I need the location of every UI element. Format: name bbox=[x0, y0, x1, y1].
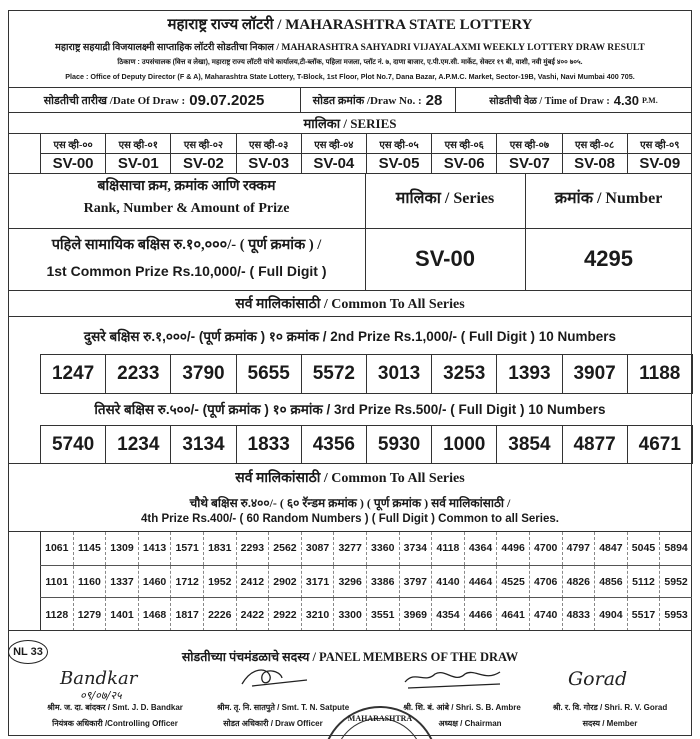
prize-number-cell: 4671 bbox=[627, 426, 692, 464]
fourth-prize-number: 5952 bbox=[659, 566, 692, 599]
draw-time-suffix: P.M. bbox=[642, 95, 658, 105]
signature-bandkar: Bandkar bbox=[60, 668, 138, 689]
fourth-prize-number: 1101 bbox=[40, 566, 73, 599]
fourth-prize-number: 4740 bbox=[529, 598, 562, 631]
page-title: महाराष्ट्र राज्य लॉटरी / MAHARASHTRA STATE LOTTERY bbox=[167, 17, 533, 33]
fourth-prize-number: 4466 bbox=[464, 598, 497, 631]
fourth-prize-number: 1712 bbox=[170, 566, 203, 599]
fourth-prize-number: 1817 bbox=[170, 598, 203, 631]
divider bbox=[8, 463, 692, 464]
fourth-prize-number: 3386 bbox=[366, 566, 399, 599]
fourth-prize-number: 4700 bbox=[529, 532, 562, 565]
draw-time-value: 4.30 bbox=[613, 92, 640, 108]
series-label-marathi: एस व्ही-०७ bbox=[496, 134, 561, 153]
draw-date-value: 09.07.2025 bbox=[189, 91, 265, 109]
fourth-prize-number: 5045 bbox=[627, 532, 660, 565]
fourth-prize-number: 4641 bbox=[496, 598, 529, 631]
page-subtitle: महाराष्ट्र सहयाद्री विजयालक्ष्मी साप्ताहिक लॉटरी सोडतीचा निकाल / MAHARASHTRA SAHYADRI VIJAYALAXMI WEEKLY LOTTERY DRAW RESULT bbox=[55, 42, 645, 53]
fourth-prize-number: 4826 bbox=[562, 566, 595, 599]
fourth-prize-number: 4833 bbox=[562, 598, 595, 631]
fourth-prize-number: 2293 bbox=[236, 532, 269, 565]
fourth-prize-number: 4797 bbox=[562, 532, 595, 565]
draw-number-value: 28 bbox=[425, 91, 443, 109]
prize-number-cell: 3907 bbox=[562, 355, 627, 393]
series-label-marathi: एस व्ही-०० bbox=[40, 134, 105, 153]
fourth-prize-number: 3969 bbox=[399, 598, 432, 631]
fourth-prize-number: 3296 bbox=[333, 566, 366, 599]
fourth-prize-number: 1061 bbox=[40, 532, 73, 565]
fourth-prize-number: 4847 bbox=[594, 532, 627, 565]
prize-number-cell: 5655 bbox=[236, 355, 301, 393]
series-label-marathi: एस व्ही-०३ bbox=[236, 134, 301, 153]
fourth-prize-number: 2422 bbox=[236, 598, 269, 631]
third-prize-title: तिसरे बक्षिस रु.५००/- (पूर्ण क्रमांक ) १० क्रमांक / 3rd Prize Rs.500/- ( Full Digit ) 10 Numbers bbox=[94, 402, 606, 417]
fourth-prize-number: 3300 bbox=[333, 598, 366, 631]
fourth-prize-number: 4706 bbox=[529, 566, 562, 599]
prize-number-cell: 3134 bbox=[170, 426, 235, 464]
rank-header-marathi: बक्षिसाचा क्रम, क्रमांक आणि रक्कम bbox=[97, 179, 276, 194]
fourth-prize-number: 1571 bbox=[170, 532, 203, 565]
fourth-prize-number: 3171 bbox=[301, 566, 334, 599]
fourth-prize-number: 1831 bbox=[203, 532, 236, 565]
fourth-prize-number: 5953 bbox=[659, 598, 692, 631]
address-english: Place : Office of Deputy Director (F & A), Maharashtra State Lottery, T-Block, 1st Floor, Plot No.7, Dana Bazar, A.P.M.C. Market, Sector-19B, Vashi, Navi Mumbai 400 705. bbox=[65, 72, 635, 81]
first-prize-english: 1st Common Prize Rs.10,000/- ( Full Digit ) bbox=[46, 263, 327, 279]
fourth-prize-number: 4464 bbox=[464, 566, 497, 599]
divider bbox=[8, 173, 692, 174]
divider bbox=[8, 290, 692, 291]
series-code: SV-05 bbox=[366, 154, 431, 173]
fourth-prize-number: 1128 bbox=[40, 598, 73, 631]
address-marathi: ठिकाण : उपसंचालक (वित्त व लेखा), महाराष्ट्र राज्य लॉटरी यांचे कार्यालय,टी-ब्लॉक, पहिला मजला, प्लॉट नं. ७, दाणा बाजार, ए.पी.एम.सी. मार्केट, सेक्टर १९ बी, वाशी, नवी मुंबई ४०० ७०५. bbox=[117, 59, 583, 66]
series-code: SV-07 bbox=[496, 154, 561, 173]
fourth-prize-number: 1337 bbox=[105, 566, 138, 599]
stamp-text: MAHARASHTRA bbox=[347, 714, 413, 723]
member-role-4: सदस्य / Member bbox=[582, 719, 638, 728]
draw-date bbox=[8, 88, 300, 112]
fourth-prize-number: 1279 bbox=[73, 598, 106, 631]
panel-heading: सोडतीच्या पंचमंडळाचे सदस्य / PANEL MEMBERS OF THE DRAW bbox=[181, 650, 519, 664]
fourth-prize-number: 4525 bbox=[496, 566, 529, 599]
divider bbox=[8, 316, 692, 317]
fourth-prize-row bbox=[40, 597, 692, 631]
fourth-prize-grid bbox=[40, 532, 692, 630]
rank-header-english: Rank, Number & Amount of Prize bbox=[83, 201, 290, 216]
member-name-4: श्री. र. वि. गोरड / Shri. R. V. Gorad bbox=[552, 703, 668, 712]
fourth-common-heading: सर्व मालिकांसाठी / Common To All Series bbox=[235, 471, 465, 486]
signature-satpute bbox=[232, 662, 312, 692]
fourth-prize-number: 5894 bbox=[659, 532, 692, 565]
member-role-2: सोडत अधिकारी / Draw Officer bbox=[223, 719, 323, 728]
member-name-2: श्रीम. तृ. नि. सातपुते / Smt. T. N. Satpute bbox=[216, 703, 350, 712]
fourth-prize-number: 2562 bbox=[268, 532, 301, 565]
fourth-prize-number: 3551 bbox=[366, 598, 399, 631]
prize-number-cell: 5572 bbox=[301, 355, 366, 393]
series-code: SV-06 bbox=[431, 154, 496, 173]
prize-number-cell: 5740 bbox=[40, 426, 105, 464]
divider bbox=[8, 228, 692, 229]
fourth-prize-number: 1952 bbox=[203, 566, 236, 599]
fourth-prize-number: 2226 bbox=[203, 598, 236, 631]
fourth-prize-number: 2902 bbox=[268, 566, 301, 599]
prize-number-cell: 4356 bbox=[301, 426, 366, 464]
first-prize-series: SV-00 bbox=[415, 246, 475, 271]
prize-number-cell: 1393 bbox=[496, 355, 561, 393]
fourth-prize-number: 5112 bbox=[627, 566, 660, 599]
prize-number-cell: 2233 bbox=[105, 355, 170, 393]
fourth-prize-number: 4364 bbox=[464, 532, 497, 565]
fourth-prize-number: 1160 bbox=[73, 566, 106, 599]
fourth-prize-number: 1401 bbox=[105, 598, 138, 631]
fourth-prize-number: 4354 bbox=[431, 598, 464, 631]
series-label-marathi: एस व्ही-०४ bbox=[301, 134, 366, 153]
member-role-3: अध्यक्ष / Chairman bbox=[438, 719, 502, 728]
fourth-prize-number: 3734 bbox=[399, 532, 432, 565]
draw-number bbox=[300, 88, 455, 112]
fourth-prize-number: 3277 bbox=[333, 532, 366, 565]
nl-badge: NL 33 bbox=[8, 640, 48, 664]
prize-number-cell: 1833 bbox=[236, 426, 301, 464]
draw-date-label: सोडतीची तारीख /Date Of Draw : bbox=[43, 94, 186, 107]
fourth-prize-row bbox=[40, 532, 692, 565]
fourth-prize-number: 4140 bbox=[431, 566, 464, 599]
draw-number-label: सोडत क्रमांक /Draw No. : bbox=[312, 94, 422, 107]
fourth-prize-number: 3087 bbox=[301, 532, 334, 565]
prize-number-cell: 3013 bbox=[366, 355, 431, 393]
series-code: SV-01 bbox=[105, 154, 170, 173]
fourth-prize-number: 1145 bbox=[73, 532, 106, 565]
series-column-header: मालिका / Series bbox=[395, 190, 495, 207]
prize-number-cell: 1188 bbox=[627, 355, 692, 393]
series-code: SV-03 bbox=[236, 154, 301, 173]
fourth-prize-number: 3797 bbox=[399, 566, 432, 599]
second-prize-title: दुसरे बक्षिस रु.१,०००/- (पूर्ण क्रमांक ) १० क्रमांक / 2nd Prize Rs.1,000/- ( Full Digit ) 10 Numbers bbox=[83, 329, 617, 344]
prize-number-cell: 3253 bbox=[431, 355, 496, 393]
series-labels-row bbox=[40, 134, 692, 153]
third-prize-numbers bbox=[40, 425, 693, 464]
series-label-marathi: एस व्ही-०२ bbox=[170, 134, 235, 153]
series-code: SV-08 bbox=[562, 154, 627, 173]
fourth-prize-row bbox=[40, 565, 692, 599]
fourth-prize-number: 2412 bbox=[236, 566, 269, 599]
series-codes-row bbox=[40, 154, 692, 173]
fourth-prize-number: 3360 bbox=[366, 532, 399, 565]
fourth-prize-number: 1413 bbox=[138, 532, 171, 565]
first-prize-label bbox=[8, 232, 365, 284]
series-code: SV-00 bbox=[40, 154, 105, 173]
prize-number-cell: 3854 bbox=[496, 426, 561, 464]
fourth-prize-number: 4118 bbox=[431, 532, 464, 565]
member-name-3: श्री. शि. बं. आंबे / Shri. S. B. Ambre bbox=[403, 703, 521, 712]
prize-number-cell: 1247 bbox=[40, 355, 105, 393]
signature-date-mark: ०९/०७/२५ bbox=[80, 689, 122, 702]
fourth-prize-english: 4th Prize Rs.400/- ( 60 Random Numbers ) ( Full Digit ) Common to all Series. bbox=[141, 513, 559, 525]
member-name-1: श्रीम. ज. दा. बांदकर / Smt. J. D. Bandkar bbox=[47, 703, 183, 712]
series-code: SV-04 bbox=[301, 154, 366, 173]
draw-time bbox=[455, 88, 692, 112]
prize-number-cell: 3790 bbox=[170, 355, 235, 393]
second-prize-numbers bbox=[40, 354, 693, 394]
member-role-1: नियंत्रक अधिकारी /Controlling Officer bbox=[52, 719, 178, 728]
fourth-prize-number: 1460 bbox=[138, 566, 171, 599]
series-label-marathi: एस व्ही-०१ bbox=[105, 134, 170, 153]
prize-number-cell: 1000 bbox=[431, 426, 496, 464]
fourth-prize-number: 5517 bbox=[627, 598, 660, 631]
series-label-marathi: एस व्ही-०६ bbox=[431, 134, 496, 153]
series-heading: मालिका / SERIES bbox=[303, 116, 397, 131]
divider bbox=[8, 630, 692, 631]
series-code: SV-02 bbox=[170, 154, 235, 173]
fourth-prize-number: 4856 bbox=[594, 566, 627, 599]
fourth-prize-number: 1309 bbox=[105, 532, 138, 565]
first-prize-number: 4295 bbox=[584, 246, 633, 271]
signature-gorad: Gorad bbox=[568, 668, 628, 690]
fourth-prize-number: 3210 bbox=[301, 598, 334, 631]
draw-time-label: सोडतीची वेळ / Time of Draw : bbox=[489, 96, 610, 107]
series-label-marathi: एस व्ही-०९ bbox=[627, 134, 692, 153]
fourth-prize-number: 1468 bbox=[138, 598, 171, 631]
signature-ambre bbox=[400, 664, 510, 692]
fourth-prize-marathi: चौथे बक्षिस रु.४००/- ( ६० रॅन्डम क्रमांक ) ( पूर्ण क्रमांक ) सर्व मालिकांसाठी / bbox=[189, 496, 511, 510]
common-series-heading: सर्व मालिकांसाठी / Common To All Series bbox=[235, 297, 465, 312]
series-label-marathi: एस व्ही-०८ bbox=[562, 134, 627, 153]
fourth-prize-number: 2922 bbox=[268, 598, 301, 631]
series-code: SV-09 bbox=[627, 154, 692, 173]
prize-number-cell: 5930 bbox=[366, 426, 431, 464]
prize-number-cell: 1234 bbox=[105, 426, 170, 464]
fourth-prize-number: 4904 bbox=[594, 598, 627, 631]
divider bbox=[8, 112, 692, 113]
prize-number-cell: 4877 bbox=[562, 426, 627, 464]
rank-header bbox=[8, 176, 365, 220]
fourth-prize-number: 4496 bbox=[496, 532, 529, 565]
first-prize-marathi: पहिले सामायिक बक्षिस रु.१०,०००/- ( पूर्ण क्रमांक ) / bbox=[51, 237, 322, 253]
number-column-header: क्रमांक / Number bbox=[554, 190, 663, 207]
series-label-marathi: एस व्ही-०५ bbox=[366, 134, 431, 153]
